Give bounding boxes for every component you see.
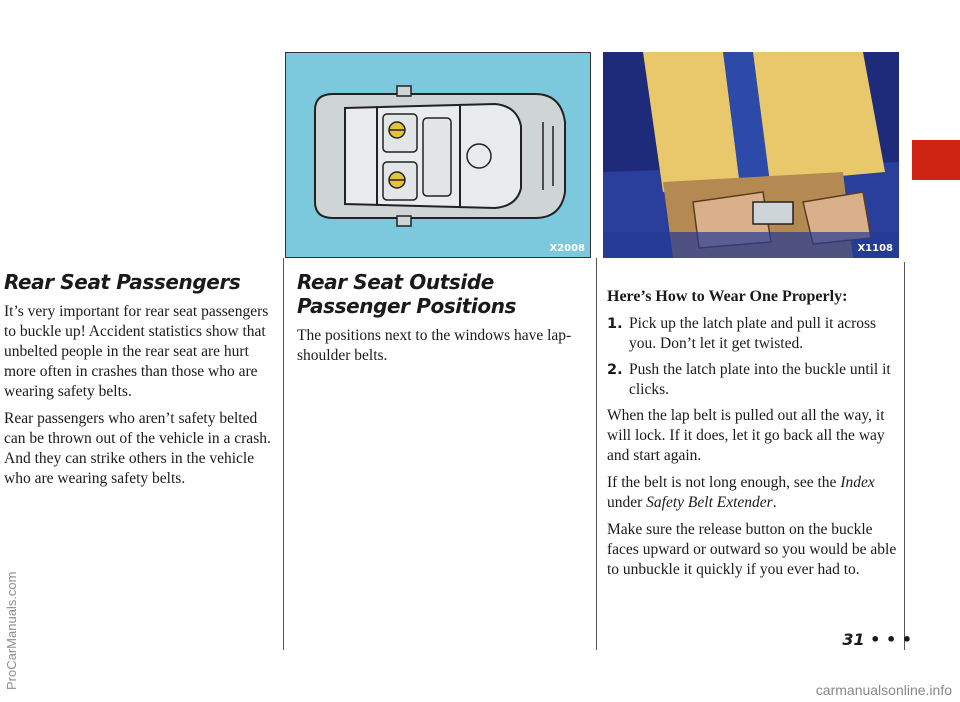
page-number-dots: • • •: [870, 630, 912, 649]
page-number-value: 31: [842, 630, 865, 649]
section-heading-outside-positions: Rear Seat Outside Passenger Positions: [297, 270, 517, 318]
column-divider: [283, 258, 284, 650]
paragraph-extender-reference: [607, 473, 901, 513]
step-item: [607, 360, 901, 400]
step-number: 2.: [607, 362, 623, 378]
paragraph: It’s very important for rear seat passengers to buckle up! Accident statistics show that unbelted people in the rear seat are hurt more often in crashes than those who are wearing safety belts.: [4, 303, 269, 400]
paragraph: Rear passengers who aren’t safety belted can be thrown out of the vehicle in a crash. And they can strike others in the vehicle who are wearing safety belts.: [4, 410, 271, 487]
text-run: If the belt is not long enough, see the: [607, 474, 841, 491]
paragraph: Make sure the release button on the buckle faces upward or outward so you would be able to unbuckle it quickly if you ever had to.: [607, 521, 897, 578]
vertical-watermark: ProCarManuals.com: [4, 571, 19, 690]
text-run: under: [607, 494, 647, 511]
step-number: 1.: [607, 316, 623, 332]
section-heading-rear-seat: Rear Seat Passengers: [4, 270, 241, 294]
safety-belt-extender-reference: Safety Belt Extender: [646, 494, 773, 511]
left-column: [4, 270, 282, 496]
step-text: Pick up the latch plate and pull it across you. Don’t let it get twisted.: [629, 315, 877, 352]
figure-code: X1108: [857, 243, 893, 254]
middle-column: [297, 270, 587, 373]
subheading-how-to-wear: Here’s How to Wear One Properly:: [607, 288, 848, 305]
paragraph: The positions next to the windows have lap-shoulder belts.: [297, 327, 572, 364]
step-text: Push the latch plate into the buckle until it clicks.: [629, 361, 891, 398]
car-diagram: [285, 52, 591, 258]
steps-list: [607, 314, 901, 400]
text-run: .: [772, 494, 777, 511]
column-divider: [904, 262, 905, 650]
page-number: [842, 630, 912, 649]
buckling-belt-illustration: [603, 52, 899, 258]
step-item: [607, 314, 901, 354]
figure-code: X2008: [549, 243, 585, 254]
section-tab: [912, 140, 960, 180]
index-reference: Index: [840, 474, 875, 491]
site-watermark: carmanualsonline.info: [815, 682, 952, 698]
paragraph: When the lap belt is pulled out all the way, it will lock. If it does, let it go back all the way and start again.: [607, 407, 885, 464]
belt-diagram: [603, 52, 899, 258]
right-column: [607, 288, 901, 587]
car-top-view-illustration: [285, 52, 591, 258]
column-divider: [596, 258, 597, 650]
